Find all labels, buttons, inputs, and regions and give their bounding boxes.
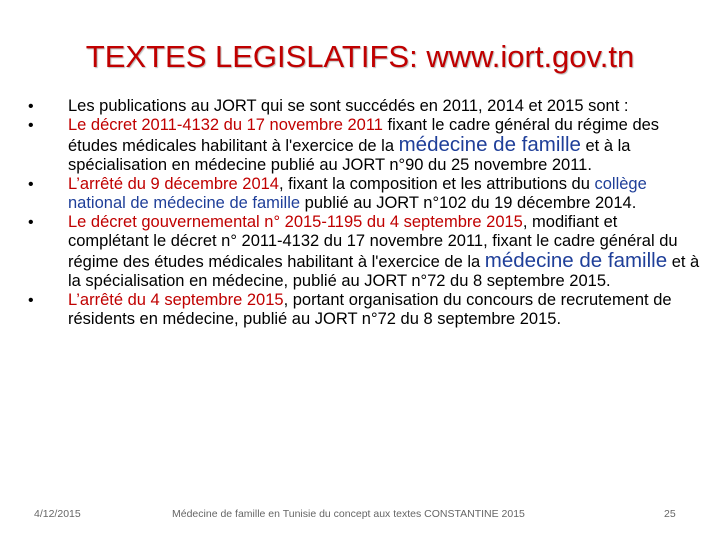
bullet-list <box>26 97 702 329</box>
footer-date: 4/12/2015 <box>34 508 81 520</box>
bullet-text: et à la spécialisation en médecine, publié au JORT n°72 du 8 septembre 2015. <box>68 253 700 290</box>
bullet-text: , portant organisation du concours de recrutement de résidents en médecine, publié au JORT n°72 du 8 septembre 2015. <box>68 291 672 328</box>
bullet-text: publié au JORT n°102 du 19 décembre 2014. <box>300 194 637 212</box>
legal-reference: Le décret 2011-4132 du 17 novembre 2011 <box>68 116 383 134</box>
legal-reference: L’arrêté du 4 septembre 2015 <box>68 291 284 309</box>
bullet-decree-2011 <box>26 116 702 175</box>
footer-caption: Médecine de famille en Tunisie du concept aux textes CONSTANTINE 2015 <box>172 508 525 520</box>
page-number: 25 <box>664 508 676 520</box>
bullet-text: fixant le cadre général du régime des études médicales habilitant à l'exercice de la <box>68 116 660 155</box>
bullet-intro <box>26 97 702 116</box>
bullet-text: et à la spécialisation en médecine publié au JORT n°90 du 25 novembre 2011. <box>68 137 631 174</box>
legal-reference: L’arrêté du 9 décembre 2014 <box>68 175 279 193</box>
bullet-text: , modifiant et complétant le décret n° 2011-4132 du 17 novembre 2011, fixant le cadre général du régime des études médicales habilitant à l'exercice de la <box>68 213 678 271</box>
emphasis-term: collège national de médecine de famille <box>68 175 647 212</box>
bullet-arrete-2015 <box>26 291 702 329</box>
slide-title: TEXTES LEGISLATIFS: www.iort.gov.tn <box>85 39 635 74</box>
legal-reference: Le décret gouvernemental n° 2015-1195 du 4 septembre 2015 <box>68 213 523 231</box>
emphasis-term: médecine de famille <box>398 133 581 156</box>
bullet-text: , fixant la composition et les attributions du <box>278 175 595 193</box>
emphasis-term: médecine de famille <box>484 249 668 272</box>
bullet-text: Les publications au JORT qui se sont succédés en 2011, 2014 et 2015 sont : <box>68 97 629 115</box>
bullet-arrete-2014 <box>26 175 702 213</box>
bullet-decree-2015 <box>26 213 702 291</box>
